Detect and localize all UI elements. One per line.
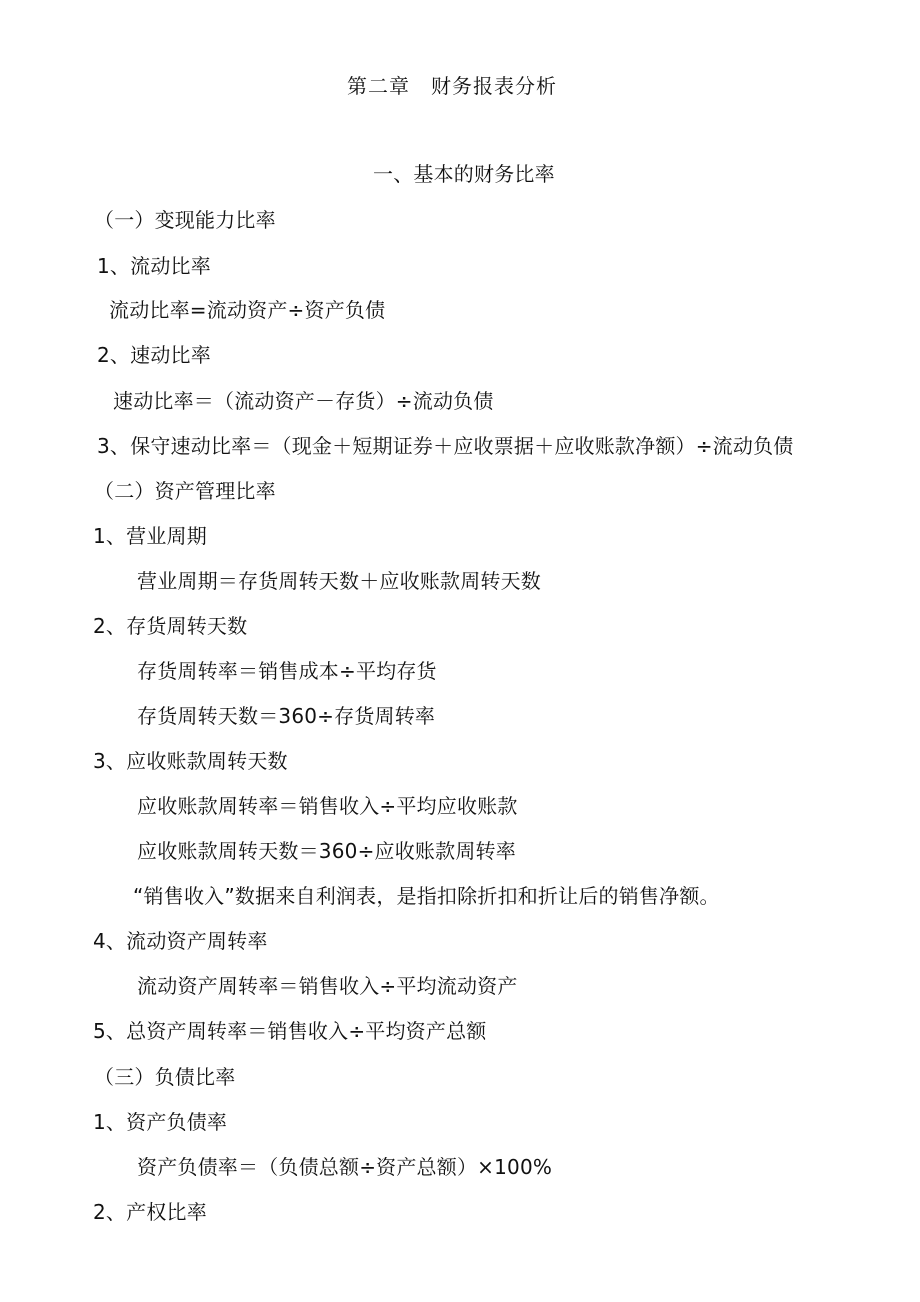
list-item-debt-ratio: 1、资产负债率	[93, 1110, 228, 1134]
list-item-conservative-quick-ratio: 3、保守速动比率＝（现金＋短期证券＋应收票据＋应收账款净额）÷流动负债	[97, 434, 794, 458]
chapter-title: 第二章 财务报表分析	[347, 74, 557, 98]
list-item-current-assets-turnover: 4、流动资产周转率	[93, 929, 268, 953]
formula-receivable-turnover: 应收账款周转率＝销售收入÷平均应收账款	[137, 794, 518, 818]
note-sales-revenue: “销售收入”数据来自利润表，是指扣除折扣和折让后的销售净额。	[133, 884, 720, 908]
subsection-heading-debt-ratios: （三）负债比率	[94, 1065, 236, 1089]
formula-inventory-turnover: 存货周转率＝销售成本÷平均存货	[137, 659, 437, 683]
list-item-operating-cycle: 1、营业周期	[93, 524, 207, 548]
subsection-heading-asset-management: （二）资产管理比率	[94, 479, 276, 503]
formula-current-assets-turnover: 流动资产周转率＝销售收入÷平均流动资产	[137, 974, 518, 998]
formula-quick-ratio: 速动比率＝（流动资产－存货）÷流动负债	[113, 389, 494, 413]
list-item-current-ratio: 1、流动比率	[97, 254, 211, 278]
list-item-equity-ratio: 2、产权比率	[93, 1200, 207, 1224]
list-item-quick-ratio: 2、速动比率	[97, 343, 211, 367]
formula-debt-ratio: 资产负债率＝（负债总额÷资产总额）×100%	[137, 1155, 553, 1179]
section-title: 一、基本的财务比率	[373, 162, 555, 186]
list-item-total-assets-turnover: 5、总资产周转率＝销售收入÷平均资产总额	[93, 1019, 487, 1043]
list-item-inventory-days: 2、存货周转天数	[93, 614, 248, 638]
formula-receivable-days: 应收账款周转天数＝360÷应收账款周转率	[137, 839, 516, 863]
formula-current-ratio: 流动比率=流动资产÷资产负债	[109, 298, 386, 322]
formula-operating-cycle: 营业周期＝存货周转天数＋应收账款周转天数	[137, 569, 541, 593]
list-item-receivable-days: 3、应收账款周转天数	[93, 749, 288, 773]
formula-inventory-days: 存货周转天数＝360÷存货周转率	[137, 704, 436, 728]
subsection-heading-liquidity: （一）变现能力比率	[94, 208, 276, 232]
